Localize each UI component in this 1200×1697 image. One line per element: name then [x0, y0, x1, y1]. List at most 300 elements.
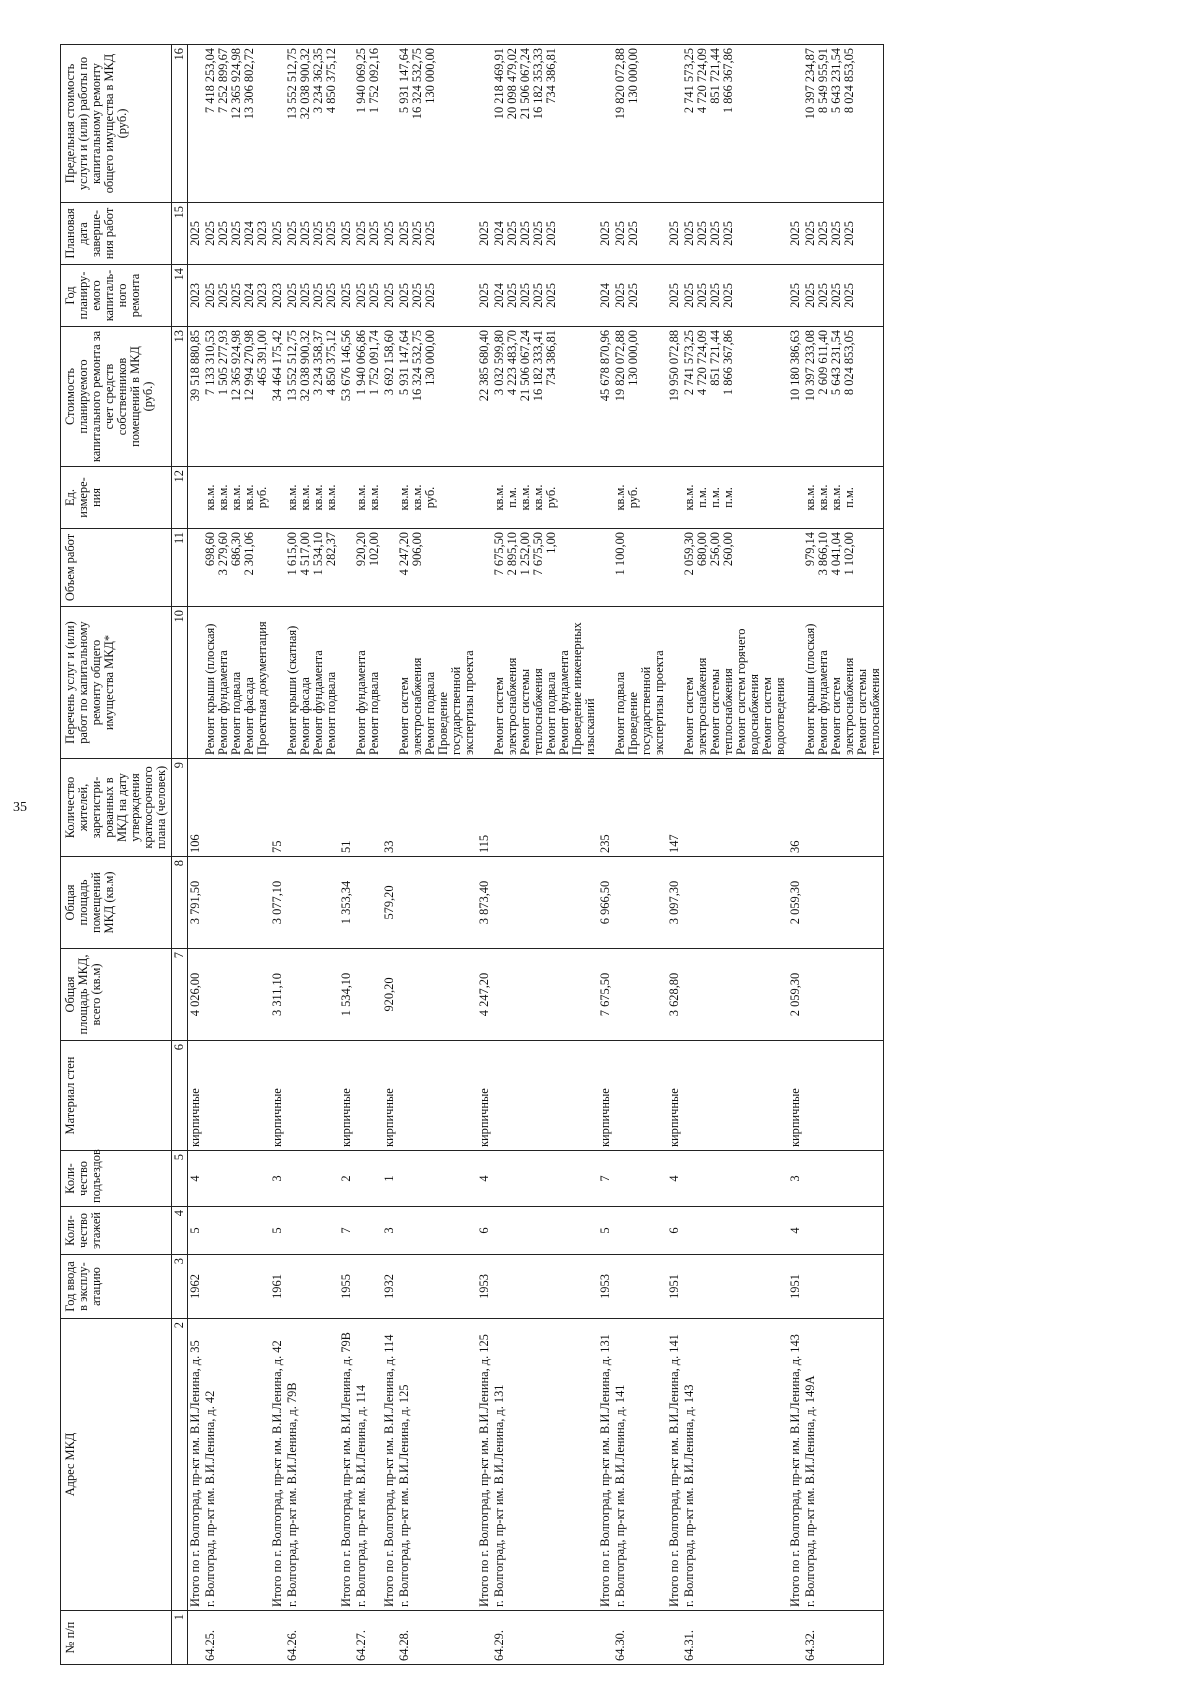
work-limit-cell [397, 45, 477, 203]
floors: 3 [382, 1227, 396, 1234]
total-cost: 10 180 386,63 [788, 330, 802, 402]
entrances-cell [382, 1151, 397, 1207]
address: г. Волгоград, пр-кт им. В.И.Ленина, д. 125 [397, 1384, 411, 1607]
area-rooms: 1 353,34 [339, 880, 353, 925]
work-unit: кв.м. [410, 484, 424, 511]
unit-cell [188, 467, 204, 529]
header-cell: Ед. измере-ния [61, 467, 172, 529]
area-rooms: 579,20 [382, 885, 396, 920]
commission-year: 1953 [477, 1274, 491, 1299]
work-volume-cell [682, 529, 788, 607]
work-unit-cell [397, 467, 477, 529]
work-limit [256, 48, 269, 199]
work-cost: 130 000,00 [626, 330, 640, 386]
commission-year-cell [339, 1255, 354, 1319]
work-unit: руб. [544, 486, 558, 509]
address-cell [397, 1319, 477, 1611]
plan-year-cell [382, 265, 397, 327]
total-address [477, 1319, 492, 1611]
work-volume: 979,14 [803, 532, 817, 567]
work-item: Ремонт системы теплоснабжения [855, 668, 882, 755]
total-cost: 53 676 146,56 [339, 330, 353, 402]
work-item: Ремонт фундамента [354, 650, 368, 755]
work-limit: 13 552 512,75 [285, 48, 299, 120]
work-item: Ремонт фундамента [816, 650, 830, 755]
work-cost: 4 850 375,12 [324, 330, 338, 396]
empty-cell [354, 1041, 382, 1151]
plan-year: 2025 [667, 283, 681, 308]
work-end-date: 2025 [708, 221, 722, 246]
item-number-cell [354, 1611, 382, 1665]
limit-cell [339, 45, 354, 203]
work-cell [788, 607, 803, 759]
empty-cell [492, 949, 598, 1041]
work-unit: кв.м. [242, 484, 256, 511]
commission-year-cell [598, 1255, 613, 1319]
work-unit: кв.м. [492, 484, 506, 511]
column-number: 7 [172, 949, 188, 1041]
unit-cell [339, 467, 354, 529]
area-rooms: 3 791,50 [188, 880, 202, 925]
column-number: 16 [172, 45, 188, 203]
work-volume-cell [397, 529, 477, 607]
wall-material: кирпичные [598, 1088, 612, 1147]
area-total: 4 247,20 [477, 972, 491, 1017]
work-item-cell [803, 607, 884, 759]
work-cost: 12 365 924,98 [229, 330, 243, 402]
address: г. Волгоград, пр-кт им. В.И.Ленина, д. 131 [492, 1384, 506, 1607]
end-date-cell [382, 203, 397, 265]
work-unit: п.м. [695, 487, 709, 508]
commission-year-cell [477, 1255, 492, 1319]
work-limit: 130 000,00 [626, 48, 640, 104]
work-unit-cell [613, 467, 667, 529]
empty-cell [613, 1255, 667, 1319]
floors: 6 [667, 1227, 681, 1234]
floors-cell [598, 1207, 613, 1255]
end-date: 2025 [270, 221, 284, 246]
empty-cell [803, 1255, 884, 1319]
entrances: 7 [598, 1175, 612, 1182]
end-date: 2025 [382, 221, 396, 246]
work-volume: 7 675,50 [492, 532, 506, 576]
work-limit: 16 324 532,75 [410, 48, 424, 120]
column-number: 4 [172, 1207, 188, 1255]
unit-cell [598, 467, 613, 529]
work-end-date: 2025 [298, 221, 312, 246]
wall-material-cell [339, 1041, 354, 1151]
empty-cell [788, 1611, 803, 1665]
area-rooms-cell [339, 857, 354, 949]
work-item: Проведение инженерных изысканий [570, 622, 597, 755]
work-unit: кв.м. [216, 484, 230, 511]
total-cost-cell [667, 327, 682, 467]
wall-material-cell [270, 1041, 285, 1151]
work-volume: 7 675,50 [531, 532, 545, 576]
work-item: Ремонт фасада [242, 677, 256, 755]
residents-cell [339, 759, 354, 857]
work-unit-cell [285, 467, 339, 529]
work-unit-cell [203, 467, 270, 529]
item-number-cell [682, 1611, 788, 1665]
unit-cell [788, 467, 803, 529]
empty-cell [682, 857, 788, 949]
empty-cell [613, 1041, 667, 1151]
work-year: 2023 [255, 283, 269, 308]
end-date-cell [270, 203, 285, 265]
wall-material: кирпичные [788, 1088, 802, 1147]
work-end-date-cell [492, 203, 598, 265]
area-rooms-cell [788, 857, 803, 949]
work-cost: 1 866 367,86 [721, 330, 735, 396]
residents-cell [788, 759, 803, 857]
work-volume: 260,00 [721, 532, 735, 567]
unit-cell [667, 467, 682, 529]
work-unit: кв.м. [229, 484, 243, 511]
header-cell: Коли-чество этажей [61, 1207, 172, 1255]
area-rooms-cell [598, 857, 613, 949]
end-date-cell [667, 203, 682, 265]
plan-year-cell [339, 265, 354, 327]
work-year: 2025 [203, 283, 217, 308]
work-limit-cell [682, 45, 788, 203]
empty-cell [203, 1041, 270, 1151]
plan-year-cell [788, 265, 803, 327]
work-year: 2025 [613, 283, 627, 308]
empty-cell [203, 949, 270, 1041]
work-limit: 20 098 479,02 [505, 48, 519, 120]
work-end-date: 2025 [423, 221, 437, 246]
floors: 5 [270, 1227, 284, 1234]
work-volume: 4 517,00 [298, 532, 312, 576]
header-cell: Общая площадь помещений МКД (кв.м) [61, 857, 172, 949]
work-cost: 13 552 512,75 [285, 330, 299, 402]
work-volume: 1 252,00 [518, 532, 532, 576]
work-unit: кв.м. [203, 484, 217, 511]
address: г. Волгоград, пр-кт им. В.И.Ленина, д. 149А [803, 1375, 817, 1607]
work-volume: 686,30 [229, 532, 243, 567]
floors-cell [788, 1207, 803, 1255]
work-limit: 130 000,00 [423, 48, 437, 104]
area-total-cell [788, 949, 803, 1041]
work-unit: руб. [255, 486, 269, 509]
wall-material-cell [382, 1041, 397, 1151]
work-item: Ремонт фундамента [216, 650, 230, 755]
work-limit-cell [803, 45, 884, 203]
wall-material-cell [788, 1041, 803, 1151]
empty-cell [492, 1207, 598, 1255]
work-unit-cell [354, 467, 382, 529]
repair-plan-table [60, 44, 884, 1665]
entrances-cell [477, 1151, 492, 1207]
work-unit: кв.м. [829, 484, 843, 511]
work-end-date: 2024 [242, 221, 256, 246]
work-unit-cell [492, 467, 598, 529]
work-item: Проведение государственной экспертизы проекта [436, 650, 476, 755]
work-cost: 851 721,44 [708, 330, 722, 386]
work-year: 2025 [626, 283, 640, 308]
entry-row [803, 45, 884, 1665]
work-volume: 906,00 [410, 532, 424, 567]
empty-cell [354, 857, 382, 949]
work-volume-cell [203, 529, 270, 607]
column-number: 3 [172, 1255, 188, 1319]
empty-cell [285, 1255, 339, 1319]
commission-year: 1932 [382, 1274, 396, 1299]
volume-cell [339, 529, 354, 607]
total-address [382, 1319, 397, 1611]
commission-year: 1962 [188, 1274, 202, 1299]
work-item: Ремонт систем электроснабжения [397, 657, 424, 755]
column-number: 9 [172, 759, 188, 857]
column-number-row [172, 45, 188, 1665]
item-number: 64.32. [803, 1630, 817, 1661]
work-volume: 4 041,04 [829, 532, 843, 576]
plan-year: 2025 [788, 283, 802, 308]
header-cell: № п/п [61, 1611, 172, 1665]
work-limit: 851 721,44 [708, 48, 722, 104]
total-address [270, 1319, 285, 1611]
total-row [667, 45, 682, 1665]
work-volume [424, 532, 437, 603]
floors-cell [667, 1207, 682, 1255]
plan-year: 2023 [270, 283, 284, 308]
work-limit: 1 752 092,16 [367, 48, 381, 114]
work-limit: 32 038 900,32 [298, 48, 312, 120]
limit-cell [188, 45, 204, 203]
total-address [339, 1319, 354, 1611]
plan-year-cell [270, 265, 285, 327]
empty-cell [598, 1611, 613, 1665]
work-end-date-cell [613, 203, 667, 265]
work-limit: 13 306 802,72 [242, 48, 256, 120]
work-cost: 12 994 270,98 [242, 330, 256, 402]
work-item-cell [492, 607, 598, 759]
commission-year: 1953 [598, 1274, 612, 1299]
floors-cell [339, 1207, 354, 1255]
area-rooms-cell [270, 857, 285, 949]
total-cost: 3 692 158,60 [382, 330, 396, 396]
area-rooms: 6 966,50 [598, 880, 612, 925]
column-number: 15 [172, 203, 188, 265]
empty-cell [203, 857, 270, 949]
work-limit: 2 741 573,25 [682, 48, 696, 114]
total-cost-cell [598, 327, 613, 467]
total-cost: 45 678 870,96 [598, 330, 612, 402]
floors-cell [188, 1207, 204, 1255]
work-item: Ремонт подвала [367, 671, 381, 755]
work-year: 2025 [229, 283, 243, 308]
total-address [788, 1319, 803, 1611]
work-unit: кв.м. [613, 484, 627, 511]
area-rooms: 3 873,40 [477, 880, 491, 925]
work-cell [598, 607, 613, 759]
end-date-cell [477, 203, 492, 265]
column-number: 14 [172, 265, 188, 327]
limit-cell [598, 45, 613, 203]
commission-year-cell [788, 1255, 803, 1319]
commission-year: 1955 [339, 1274, 353, 1299]
area-total: 1 534,10 [339, 972, 353, 1017]
work-volume: 256,00 [708, 532, 722, 567]
work-item-cell [397, 607, 477, 759]
work-limit: 10 397 234,87 [803, 48, 817, 120]
work-end-date: 2025 [829, 221, 843, 246]
total-cost: 34 464 175,42 [270, 330, 284, 402]
item-number: 64.26. [285, 1630, 299, 1661]
work-volume-cell [285, 529, 339, 607]
empty-cell [397, 1151, 477, 1207]
work-limit: 1 866 367,86 [721, 48, 735, 114]
wall-material-cell [477, 1041, 492, 1151]
work-unit: кв.м. [816, 484, 830, 511]
work-volume: 698,60 [203, 532, 217, 567]
column-number: 2 [172, 1319, 188, 1611]
residents-cell [477, 759, 492, 857]
empty-cell [397, 857, 477, 949]
residents: 33 [382, 840, 396, 853]
header-cell: Стоимость планируемого капитального ремонта за счет средств собственников помещений в МКД (руб.) [61, 327, 172, 467]
empty-cell [354, 1151, 382, 1207]
entry-row [203, 45, 270, 1665]
work-volume-cell [354, 529, 382, 607]
area-rooms: 3 097,30 [667, 880, 681, 925]
volume-cell [667, 529, 682, 607]
plan-year: 2025 [339, 283, 353, 308]
work-end-date: 2025 [324, 221, 338, 246]
empty-cell [613, 1151, 667, 1207]
plan-year: 2024 [598, 283, 612, 308]
header-cell: Коли-чество подъездов [61, 1151, 172, 1207]
work-unit: кв.м. [367, 484, 381, 511]
total-address-text: Итого по г. Волгоград, пр-кт им. В.И.Ленина, д. 35 [188, 1340, 202, 1607]
empty-cell [188, 1611, 204, 1665]
plan-year: 2025 [382, 283, 396, 308]
work-limit: 12 365 924,98 [229, 48, 243, 120]
work-end-date: 2025 [613, 221, 627, 246]
end-date-cell [339, 203, 354, 265]
work-limit: 4 720 724,09 [695, 48, 709, 114]
header-cell: Количество жителей, зарегистри-рованных в МКД на дату утверждения краткосрочного плана (человек) [61, 759, 172, 857]
entrances-cell [598, 1151, 613, 1207]
work-year-cell [613, 265, 667, 327]
work-cost-cell [397, 327, 477, 467]
floors-cell [270, 1207, 285, 1255]
work-cost: 19 820 072,88 [613, 330, 627, 402]
work-year: 2025 [397, 283, 411, 308]
work-year: 2025 [216, 283, 230, 308]
work-year: 2025 [410, 283, 424, 308]
wall-material: кирпичные [339, 1088, 353, 1147]
work-limit-cell [492, 45, 598, 203]
work-year-cell [397, 265, 477, 327]
volume-cell [382, 529, 397, 607]
work-year: 2025 [816, 283, 830, 308]
work-cost-cell [803, 327, 884, 467]
work-cost-cell [613, 327, 667, 467]
work-year: 2025 [423, 283, 437, 308]
work-end-date: 2025 [285, 221, 299, 246]
work-year: 2025 [354, 283, 368, 308]
area-total-cell [382, 949, 397, 1041]
empty-cell [803, 949, 884, 1041]
wall-material: кирпичные [382, 1088, 396, 1147]
work-year: 2025 [803, 283, 817, 308]
address-cell [354, 1319, 382, 1611]
commission-year: 1961 [270, 1274, 284, 1299]
work-cost-cell [354, 327, 382, 467]
entrances-cell [788, 1151, 803, 1207]
commission-year: 1951 [667, 1274, 681, 1299]
work-year: 2025 [531, 283, 545, 308]
residents-cell [270, 759, 285, 857]
work-item: Ремонт систем электроснабжения [492, 657, 519, 755]
area-total-cell [667, 949, 682, 1041]
work-end-date-cell [803, 203, 884, 265]
work-cost: 1 505 277,93 [216, 330, 230, 396]
work-limit-cell [354, 45, 382, 203]
work-cost: 2 609 611,40 [816, 330, 830, 395]
column-number: 8 [172, 857, 188, 949]
column-number: 12 [172, 467, 188, 529]
empty-cell [682, 1151, 788, 1207]
total-address-text: Итого по г. Волгоград, пр-кт им. В.И.Ленина, д. 141 [667, 1334, 681, 1607]
plan-year-cell [188, 265, 204, 327]
volume-cell [477, 529, 492, 607]
column-number: 5 [172, 1151, 188, 1207]
work-year: 2025 [298, 283, 312, 308]
work-unit: кв.м. [285, 484, 299, 511]
table-body [188, 45, 884, 1665]
entry-row [285, 45, 339, 1665]
header-cell: Объем работ [61, 529, 172, 607]
total-address [667, 1319, 682, 1611]
page-number: 35 [13, 800, 27, 815]
empty-cell [354, 1207, 382, 1255]
total-row [598, 45, 613, 1665]
work-item: Ремонт фундамента [311, 650, 325, 755]
empty-cell [803, 1041, 884, 1151]
area-total-cell [339, 949, 354, 1041]
work-cost: 3 234 358,37 [311, 330, 325, 396]
wall-material: кирпичные [188, 1088, 202, 1147]
work-item: Ремонт системы теплоснабжения [518, 668, 545, 755]
area-total-cell [598, 949, 613, 1041]
work-limit: 21 506 067,24 [518, 48, 532, 120]
work-end-date: 2025 [518, 221, 532, 246]
work-unit: п.м. [505, 487, 519, 508]
total-address-text: Итого по г. Волгоград, пр-кт им. В.И.Ленина, д. 131 [598, 1334, 612, 1607]
item-number-cell [492, 1611, 598, 1665]
total-cost: 19 950 072,88 [667, 330, 681, 402]
end-date: 2025 [477, 221, 491, 246]
unit-cell [382, 467, 397, 529]
work-volume: 102,00 [367, 532, 381, 567]
work-volume-cell [613, 529, 667, 607]
entrances: 2 [339, 1175, 353, 1182]
floors: 7 [339, 1227, 353, 1234]
volume-cell [788, 529, 803, 607]
area-total: 920,20 [382, 977, 396, 1012]
work-cost: 5 931 147,64 [397, 330, 411, 396]
work-volume: 3 279,60 [216, 532, 230, 576]
item-number-cell [203, 1611, 270, 1665]
total-cost-cell [382, 327, 397, 467]
residents: 147 [667, 834, 681, 853]
area-total-cell [270, 949, 285, 1041]
empty-cell [803, 1207, 884, 1255]
work-end-date: 2025 [397, 221, 411, 246]
